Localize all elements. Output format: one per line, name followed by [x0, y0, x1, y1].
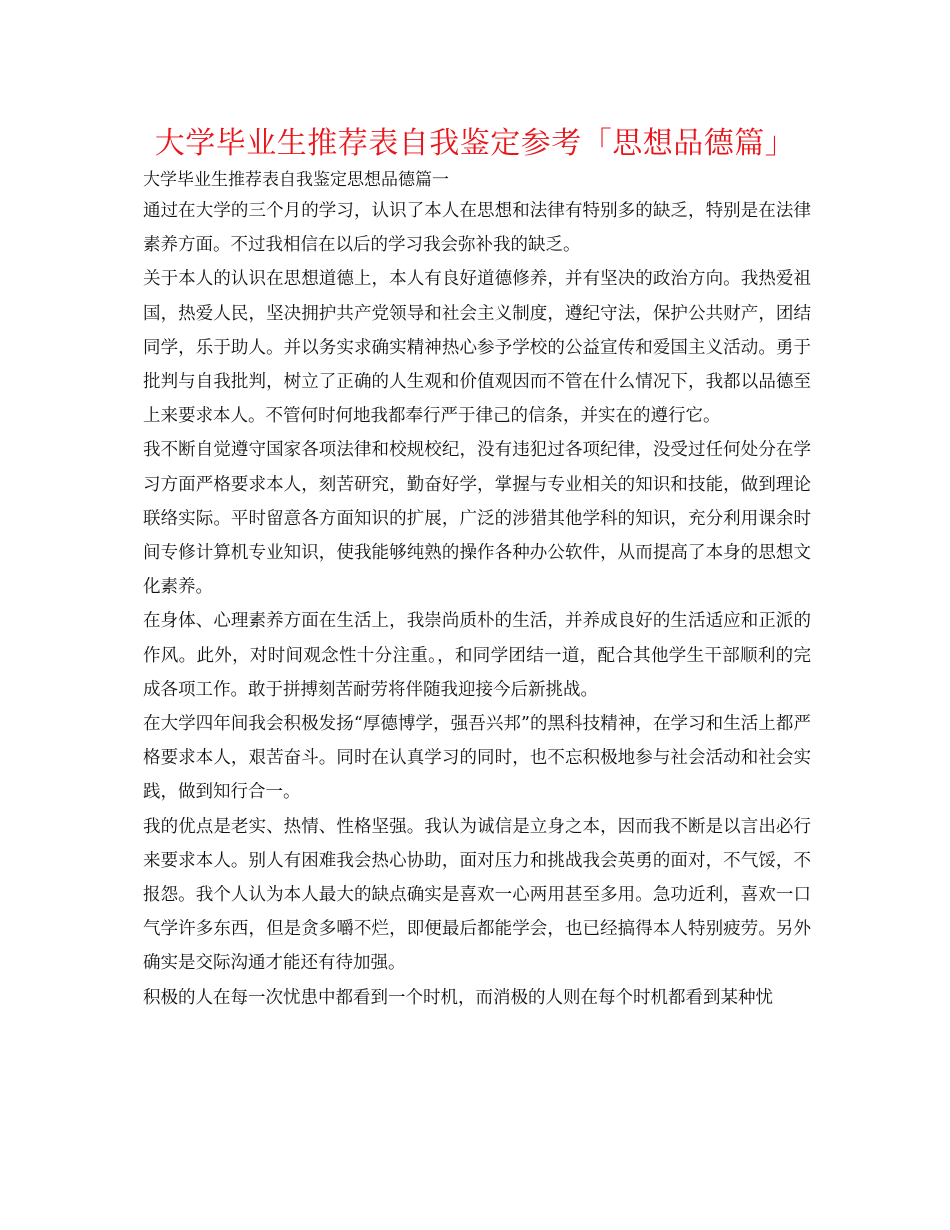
document-title: 大学毕业生推荐表自我鉴定参考「思想品德篇」 [154, 126, 796, 161]
paragraph-4: 在身体、心理素养方面在生活上，我崇尚质朴的生活，并养成良好的生活适应和正派的作风。此外，对时间观念性十分注重。，和同学团结一道，配合其他学生干部顺利的完成各项工作。敢于拼搏刻苦耐劳将伴随我迎接今后新挑战。 [143, 611, 811, 700]
paragraph-5: 在大学四年间我会积极发扬“厚德博学，强吾兴邦”的黑科技精神，在学习和生活上都严格要求本人，艰苦奋斗。同时在认真学习的同时，也不忘积极地参与社会活动和社会实践，做到知行合一。 [143, 714, 811, 803]
paragraph-2: 关于本人的认识在思想道德上，本人有良好道德修养，并有坚决的政治方向。我热爱祖国，热爱人民，坚决拥护共产党领导和社会主义制度，遵纪守法，保护公共财产，团结同学，乐于助人。并以务实求确实精神热心参予学校的公益宣传和爱国主义活动。勇于批判与自我批判，树立了正确的人生观和价值观因而不管在什么情况下，我都以品德至上来要求本人。不管何时何地我都奉行严于律己的信条，并实在的遵行它。 [143, 269, 811, 427]
document-body [143, 166, 811, 1015]
paragraph-7: 积极的人在每一次忧患中都看到一个时机，而消极的人则在每个时机都看到某种忧 [143, 987, 773, 1008]
paragraph-3: 我不断自觉遵守国家各项法律和校规校纪，没有违犯过各项纪律，没受过任何处分在学习方面严格要求本人，刻苦研究，勤奋好学，掌握与专业相关的知识和技能，做到理论联络实际。平时留意各方面知识的扩展，广泛的涉猎其他学科的知识，充分利用课余时间专修计算机专业知识，使我能够纯熟的操作各种办公软件，从而提高了本身的思想文化素养。 [143, 440, 811, 598]
paragraph-1: 通过在大学的三个月的学习，认识了本人在思想和法律有特别多的缺乏，特别是在法律素养方面。不过我相信在以后的学习我会弥补我的缺乏。 [143, 201, 811, 256]
section-heading: 大学毕业生推荐表自我鉴定思想品德篇一 [143, 170, 449, 190]
paragraph-6: 我的优点是老实、热情、性格坚强。我认为诚信是立身之本，因而我不断是以言出必行来要求本人。别人有困难我会热心协助，面对压力和挑战我会英勇的面对，不气馁，不报怨。我个人认为本人最大的缺点确实是喜欢一心两用甚至多用。急功近利，喜欢一口气学许多东西，但是贪多嚼不烂，即便最后都能学会，也已经搞得本人特别疲劳。另外确实是交际沟通才能还有待加强。 [143, 816, 811, 974]
